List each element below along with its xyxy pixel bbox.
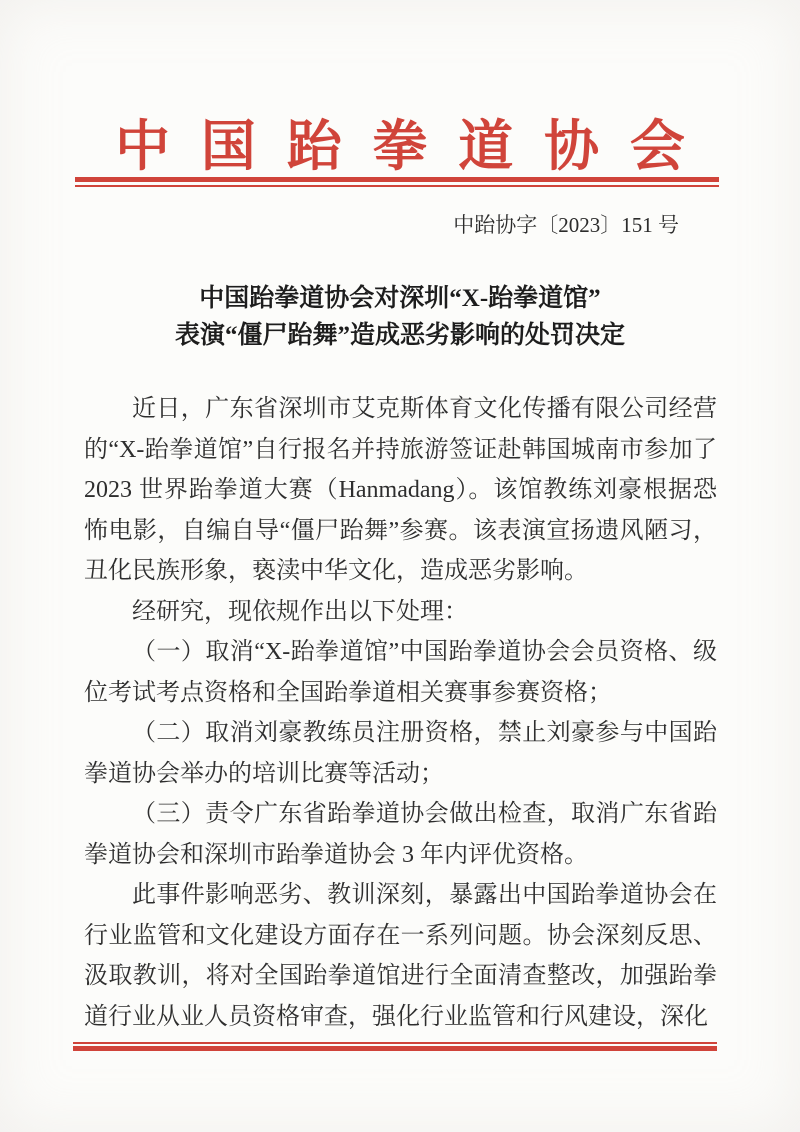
- body-paragraph: （三）责令广东省跆拳道协会做出检查，取消广东省跆拳道协会和深圳市跆拳道协会 3 年内评优资格。: [84, 801, 717, 868]
- document-number: 中跆协字〔2023〕151 号: [453, 213, 679, 237]
- letterhead-title: 中国跆拳道协会: [115, 116, 716, 177]
- body-paragraph: （一）取消“X-跆拳道馆”中国跆拳道协会会员资格、级位考试考点资格和全国跆拳道相关赛事参赛资格；: [84, 639, 717, 706]
- body-paragraph: 经研究，现依规作出以下处理：: [132, 598, 468, 625]
- body-paragraph: 此事件影响恶劣、教训深刻，暴露出中国跆拳道协会在行业监管和文化建设方面存在一系列问题。协会深刻反思、汲取教训，将对全国跆拳道馆进行全面清查整改，加强跆拳道行业从业人员资格审查，强化行业监管和行风建设，深化: [84, 882, 717, 1030]
- rule-thin-line: [75, 185, 719, 187]
- document-title-line1: 中国跆拳道协会对深圳“X-跆拳道馆”: [199, 285, 601, 312]
- body-paragraph: 近日，广东省深圳市艾克斯体育文化传播有限公司经营的“X-跆拳道馆”自行报名并持旅游签证赴韩国城南市参加了 2023 世界跆拳道大赛（Hanmadang）。该馆教练刘豪根据恐怖电影，自编自导“僵尸跆舞”参赛。该表演宣扬遗风陋习，丑化民族形象，亵渎中华文化，造成恶劣影响。: [84, 396, 717, 584]
- document-body: [84, 389, 717, 1037]
- letterhead-double-rule: [75, 177, 719, 187]
- body-paragraph: （二）取消刘豪教练员注册资格，禁止刘豪参与中国跆拳道协会举办的培训比赛等活动；: [84, 720, 717, 787]
- footer-double-rule: [73, 1042, 717, 1051]
- document-title-line2: 表演“僵尸跆舞”造成恶劣影响的处罚决定: [174, 322, 625, 349]
- rule-thin-line: [73, 1042, 717, 1044]
- rule-thick-line: [73, 1046, 717, 1051]
- rule-thick-line: [75, 177, 719, 182]
- document-title: [0, 280, 800, 354]
